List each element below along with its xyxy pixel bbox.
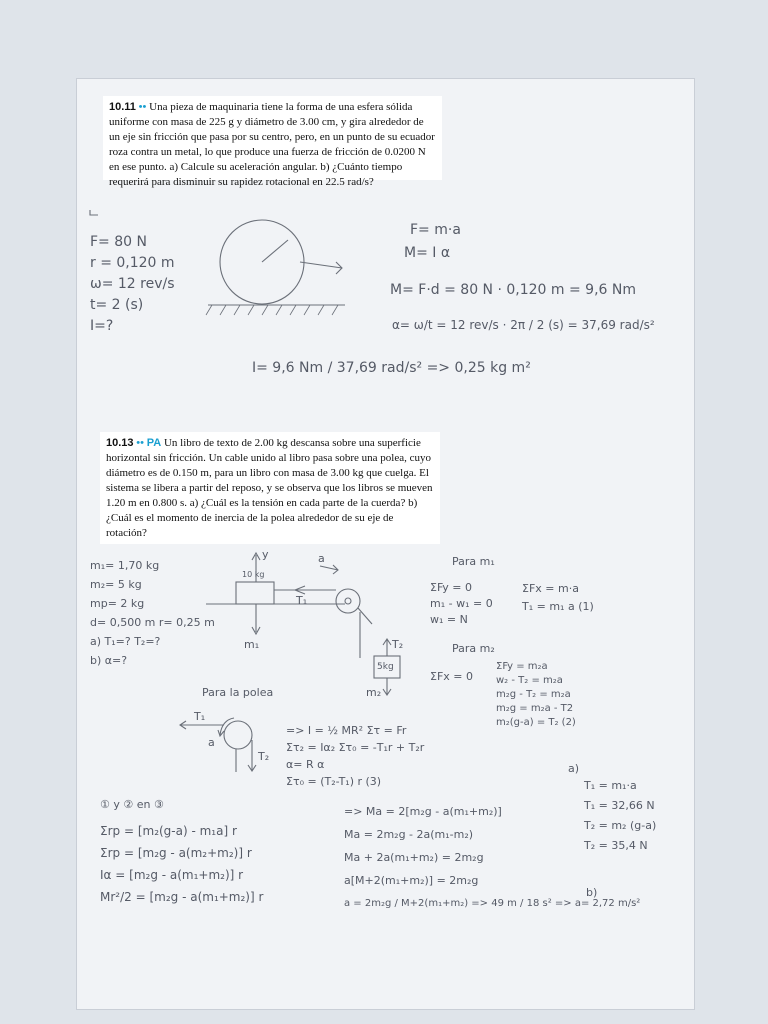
equation-line: Σrp = [m₂(g-a) - m₁a] r (100, 824, 237, 838)
difficulty-dots: •• (136, 437, 144, 449)
m1-equations (430, 580, 493, 628)
equation-line: Στ₂ = Iα₂ Στ₀ = -T₁r + T₂r (286, 741, 425, 754)
equation-line: ΣFy = 0 (430, 581, 472, 594)
equation-line: Mr²/2 = [m₂g - a(m₁+m₂)] r (100, 890, 264, 904)
equation-line: m₁ - w₁ = 0 (430, 597, 493, 610)
equation-line: α= R α (286, 758, 325, 771)
equation-line: => Ma = 2[m₂g - a(m₁+m₂)] (344, 805, 502, 818)
equation-line: w₂ - T₂ = m₂a (496, 675, 563, 686)
equation-line: Iα = [m₂g - a(m₁+m₂)] r (100, 868, 244, 882)
equation-line: Στ₀ = (T₂-T₁) r (3) (286, 775, 382, 788)
given-item: F= 80 N (90, 234, 147, 250)
m2-equations (496, 660, 576, 730)
equation-inertia: I= 9,6 Nm / 37,69 rad/s² => 0,25 kg m² (252, 360, 531, 376)
diagram-label-m2: m₂ (366, 686, 382, 699)
given-item: r = 0,120 m (90, 255, 175, 271)
diagram-label-t2: T₂ (392, 638, 404, 651)
diagram-label-t1: T₁ (296, 594, 308, 607)
equation-line: => I = ½ MR² Στ = Fr (286, 724, 407, 737)
equation-line: m₂g - T₂ = m₂a (496, 689, 571, 700)
pulley-label-t1: T₁ (194, 710, 206, 723)
given-list-2 (90, 556, 215, 670)
equation-line: ΣFy = m₂a (496, 661, 548, 672)
given-item: m₂= 5 kg (90, 578, 142, 591)
equation-m-ia: M= I α (404, 245, 451, 261)
given-item: ω= 12 rev/s (90, 276, 175, 292)
diagram-label-m1: m₁ (244, 638, 260, 651)
problem-number: 10.11 (109, 101, 136, 113)
problem-number: 10.13 (106, 437, 134, 449)
results (584, 776, 656, 856)
result-line: T₂ = m₂ (g-a) (584, 819, 657, 832)
given-item: b) α=? (90, 654, 128, 667)
equation-line: Σrp = [m₂g - a(m₂+m₂)] r (100, 846, 252, 860)
result-line: T₂ = 35,4 N (584, 839, 648, 852)
diagram-label-block: 5kg (377, 662, 394, 672)
equation-line: Ma + 2a(m₁+m₂) = 2m₂g (344, 851, 484, 864)
equation-line: w₁ = N (430, 613, 468, 626)
equation-f-ma: F= m·a (410, 222, 461, 238)
equation-line: a[M+2(m₁+m₂)] = 2m₂g (344, 874, 479, 887)
problem-text: Una pieza de maquinaria tiene la forma de una esfera sólida uniforme con masa de 225 g y diámetro de 3.00 cm, y gira alrededor de un eje sin fricción que pasa por su centro, pero, en un punto de su ecuador roza contra un metal, lo que produce una fuerza de fricción de 0.0200 N en ese punto. a) Calcule su aceleración angular. b) ¿Cuánto tiempo requerirá para disminuir su rapidez rotacional en 22.5 rad/s? (109, 101, 435, 188)
given-item: mp= 2 kg (90, 597, 145, 610)
combine-equations (100, 820, 263, 908)
equation-line: Ma = 2m₂g - 2a(m₁-m₂) (344, 828, 474, 841)
diagram-label-book: 10 kg (242, 570, 265, 579)
m1-equations-right (522, 580, 594, 616)
equation-alpha: α= ω/t = 12 rev/s · 2π / 2 (s) = 37,69 rad/s² (392, 318, 655, 332)
combine-title: ① y ② en ③ (100, 798, 164, 811)
equation-torque: M= F·d = 80 N · 0,120 m = 9,6 Nm (390, 282, 636, 298)
heading-para-m2: Para m₂ (452, 642, 495, 655)
diagram-label-y: y (262, 548, 269, 561)
problem-text: Un libro de texto de 2.00 kg descansa sobre una superficie horizontal sin fricción. Un cable unido al libro pasa sobre una polea, cuyo diámetro es de 0.150 m, para un libro con masa de 3.00 kg que cuelga. El sistema se libera a partir del reposo, y se observa que los libros se mueven 1.20 m en 0.800 s. a) ¿Cuál es la tensión en cada parte de la cuerda? b) ¿Cuál es el momento de inercia de la polea alrededor de su eje de rotación? (106, 437, 433, 539)
equation-line: a = 2m₂g / M+2(m₁+m₂) => 49 m / 18 s² => a= 2,72 m/s² (344, 898, 641, 909)
diagram-label-a: a (318, 552, 325, 565)
equation-line: T₁ = m₁ a (1) (522, 600, 594, 613)
problem-tag: PA (146, 437, 162, 449)
pulley-equations (286, 722, 424, 790)
given-item: d= 0,500 m r= 0,25 m (90, 616, 215, 629)
pulley-label-t2: T₂ (258, 750, 270, 763)
equation-line: m₂g = m₂a - T2 (496, 703, 574, 714)
given-item: a) T₁=? T₂=? (90, 635, 161, 648)
results-label: a) (568, 762, 580, 775)
given-item: I=? (90, 318, 114, 334)
equation-line: ΣFx = m·a (522, 582, 579, 595)
pulley-label-a: a (208, 736, 215, 749)
equation-line: m₂(g-a) = T₂ (2) (496, 717, 576, 728)
b-label: b) (586, 886, 598, 899)
given-item: m₁= 1,70 kg (90, 559, 160, 572)
result-line: T₁ = 32,66 N (584, 799, 655, 812)
heading-para-m1: Para m₁ (452, 555, 495, 568)
given-item: t= 2 (s) (90, 297, 144, 313)
m2-equation-left: ΣFx = 0 (430, 670, 473, 683)
difficulty-dots: •• (138, 101, 147, 113)
result-line: T₁ = m₁·a (584, 779, 637, 792)
heading-para-polea: Para la polea (202, 686, 274, 699)
